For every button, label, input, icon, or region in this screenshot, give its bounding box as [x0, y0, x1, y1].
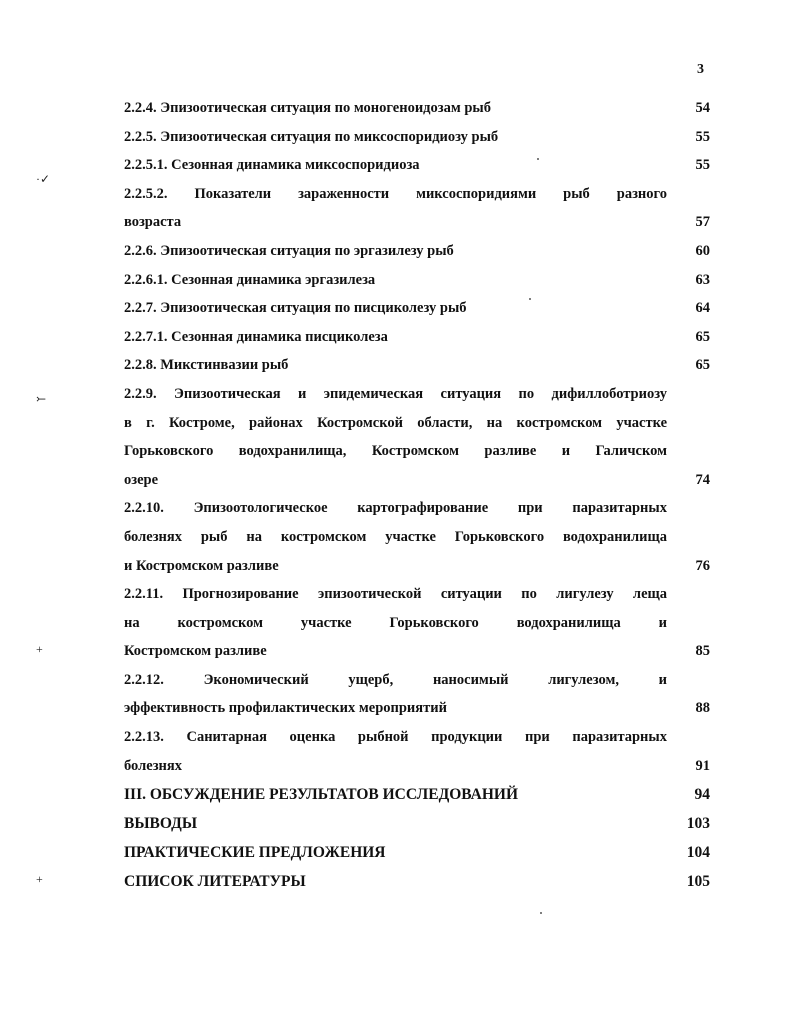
- toc-major-entry: [124, 780, 710, 809]
- toc-entry: [124, 237, 710, 266]
- toc-entry-line: 2.2.7. Эпизоотическая ситуация по писциколезу рыб: [124, 300, 467, 317]
- toc-entry-page: 55: [695, 128, 710, 145]
- toc-entry-line: Горьковского водохранилища, Костромском разливе и Галичском: [124, 443, 667, 460]
- toc-entry-line: Костромском разливе: [124, 643, 267, 660]
- toc-entry-line: 2.2.8. Микстинвазии рыб: [124, 357, 289, 374]
- toc-entry-page: 55: [695, 157, 710, 174]
- toc-major-title: ВЫВОДЫ: [124, 815, 198, 833]
- toc-entry: [124, 580, 710, 666]
- toc-entry: [124, 94, 710, 123]
- scan-mark-icon: ·✓: [36, 172, 51, 186]
- table-of-contents: [124, 94, 710, 896]
- scan-mark-icon: +: [36, 642, 43, 656]
- toc-entry-line: 2.2.6. Эпизоотическая ситуация по эргазилезу рыб: [124, 242, 454, 259]
- toc-entry-line: 2.2.5.1. Сезонная динамика миксоспоридиоза: [124, 157, 420, 174]
- toc-entry-page: 63: [695, 271, 710, 288]
- toc-entry: [124, 266, 710, 295]
- toc-entry-page: 60: [695, 242, 710, 259]
- toc-entry-line: болезнях: [124, 757, 182, 774]
- toc-entry-line: болезнях рыб на костромском участке Горьковского водохранилища: [124, 528, 667, 545]
- toc-entry: [124, 351, 710, 380]
- toc-entry-page: 57: [695, 214, 710, 231]
- toc-entry-line: возраста: [124, 214, 182, 231]
- toc-entry-line: 2.2.13. Санитарная оценка рыбной продукции при паразитарных: [124, 729, 667, 746]
- toc-entry-line: 2.2.11. Прогнозирование эпизоотической ситуации по лигулезу леща: [124, 586, 667, 603]
- scan-speck: [529, 298, 531, 300]
- toc-entry-page: 64: [695, 300, 710, 317]
- scan-speck: [540, 912, 542, 914]
- toc-entry-page: 74: [695, 471, 710, 488]
- toc-entry: [124, 123, 710, 152]
- toc-entry: [124, 151, 710, 180]
- toc-major-entry: [124, 867, 710, 896]
- toc-major-entry: [124, 809, 710, 838]
- toc-entry-page: 94: [694, 786, 710, 804]
- toc-entry-line: 2.2.6.1. Сезонная динамика эргазилеза: [124, 271, 376, 288]
- toc-entry-line: эффективность профилактических мероприятий: [124, 700, 447, 717]
- toc-entry: [124, 323, 710, 352]
- toc-entry-page: 104: [686, 844, 710, 862]
- toc-entry-line: 2.2.10. Эпизоотологическое картографирование при паразитарных: [124, 500, 667, 517]
- toc-entry-page: 76: [695, 557, 710, 574]
- toc-entry-page: 65: [695, 357, 710, 374]
- toc-entry: [124, 294, 710, 323]
- toc-entry-line: в г. Костроме, районах Костромской области, на костромском участке: [124, 414, 667, 431]
- scan-speck: [537, 158, 539, 160]
- toc-entry-page: 91: [695, 757, 710, 774]
- toc-major-title: СПИСОК ЛИТЕРАТУРЫ: [124, 873, 306, 891]
- toc-entry: [124, 723, 710, 780]
- page-number: 3: [697, 62, 704, 77]
- toc-entry-line: 2.2.12. Экономический ущерб, наносимый лигулезом, и: [124, 671, 667, 688]
- toc-entry-page: 85: [695, 643, 710, 660]
- scan-mark-icon: +: [36, 872, 43, 886]
- toc-entry-line: 2.2.5. Эпизоотическая ситуация по миксоспоридиозу рыб: [124, 128, 499, 145]
- toc-entry-line: 2.2.5.2. Показатели зараженности миксоспоридиями рыб разного: [124, 185, 667, 202]
- toc-entry-line: 2.2.9. Эпизоотическая и эпидемическая ситуация по дифиллоботриозу: [124, 385, 667, 402]
- toc-entry: [124, 180, 710, 237]
- toc-entry: [124, 380, 710, 494]
- toc-entry-line: озере: [124, 471, 159, 488]
- toc-entry-line: 2.2.7.1. Сезонная динамика писциколеза: [124, 328, 388, 345]
- toc-entry-page: 103: [686, 815, 710, 833]
- toc-major-title: III. ОБСУЖДЕНИЕ РЕЗУЛЬТАТОВ ИССЛЕДОВАНИЙ: [124, 786, 519, 804]
- toc-entry-line: на костромском участке Горьковского водохранилища и: [124, 614, 667, 631]
- toc-entry-line: 2.2.4. Эпизоотическая ситуация по моногеноидозам рыб: [124, 100, 491, 116]
- toc-entry-page: 54: [695, 100, 710, 116]
- toc-entry: [124, 494, 710, 580]
- toc-entry-page: 65: [695, 328, 710, 345]
- toc-entry-page: 105: [686, 873, 710, 891]
- toc-major-entry: [124, 838, 710, 867]
- scan-mark-icon: ⤚: [36, 392, 47, 406]
- toc-entry-line: и Костромском разливе: [124, 557, 279, 574]
- toc-major-title: ПРАКТИЧЕСКИЕ ПРЕДЛОЖЕНИЯ: [124, 844, 386, 862]
- toc-entry-page: 88: [695, 700, 710, 717]
- toc-entry: [124, 666, 710, 723]
